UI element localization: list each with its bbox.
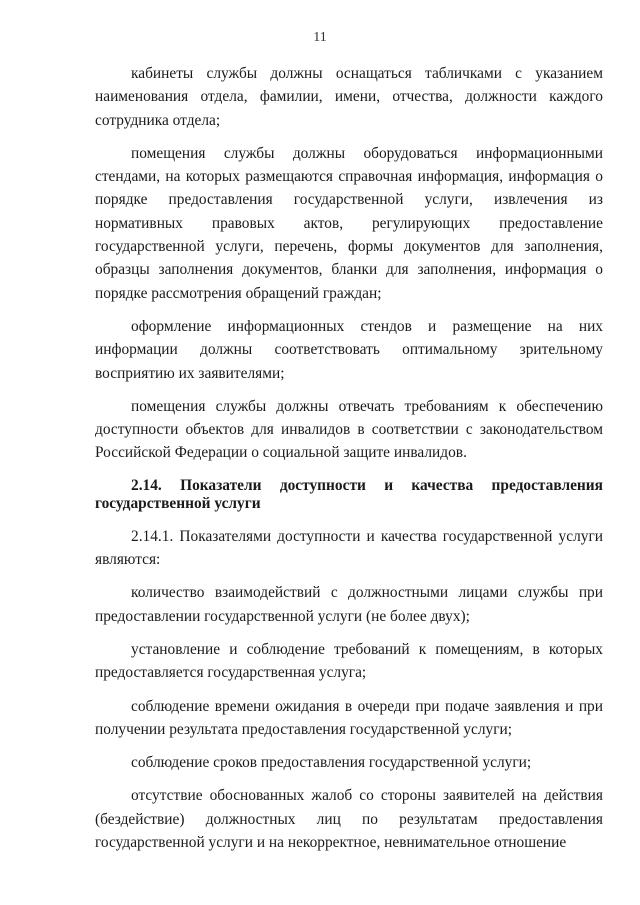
paragraph-indicators-intro: 2.14.1. Показателями доступности и качества государственной услуги являются:	[95, 527, 603, 569]
paragraph-queue-time: соблюдение времени ожидания в очереди при подаче заявления и при получении результата предоставления государственной услуги;	[95, 697, 603, 738]
paragraph-cabinets: кабинеты службы должны оснащаться табличками с указанием наименования отдела, фамилии, имени, отчества, должности каждого сотрудника отдела;	[95, 65, 603, 129]
paragraph-info-stands: помещения службы должны оборудоваться информационными стендами, на которых размещаются справочная информация, информация о порядке предоставления государственной услуги, извлечения из нормативных правовых актов, регулирующих предоставление государственной услуги, перечень, формы документов для заполнения, образцы заполнения документов, бланки для заполнения, информация о порядке рассмотрения обращений граждан;	[95, 144, 603, 302]
paragraph-deadlines: соблюдение сроков предоставления государственной услуги;	[131, 754, 532, 772]
paragraph-accessibility: помещения службы должны отвечать требованиям к обеспечению доступности объектов для инвалидов в соответствии с законодательством Российской Федерации о социальной защите инвалидов.	[95, 397, 603, 462]
section-heading: 2.14. Показатели доступности и качества предоставления государственной услуги	[95, 476, 603, 512]
paragraph-interactions-count: количество взаимодействий с должностными лицами службы при предоставлении государственной услуги (не более двух);	[95, 584, 603, 625]
paragraph-complaints: отсутствие обоснованных жалоб со стороны заявителей на действия (бездействие) должностных лиц по результатам предоставления государственной услуги и на некорректное, невнимательное отношение	[95, 787, 603, 852]
paragraph-premises-requirements: установление и соблюдение требований к помещениям, в которых предоставляется государственная услуга;	[95, 640, 603, 682]
page-number: 11	[313, 30, 327, 45]
document-body	[95, 62, 603, 854]
paragraph-stand-design: оформление информационных стендов и размещение на них информации должны соответствовать оптимальному зрительному восприятию их заявителями;	[95, 317, 603, 382]
